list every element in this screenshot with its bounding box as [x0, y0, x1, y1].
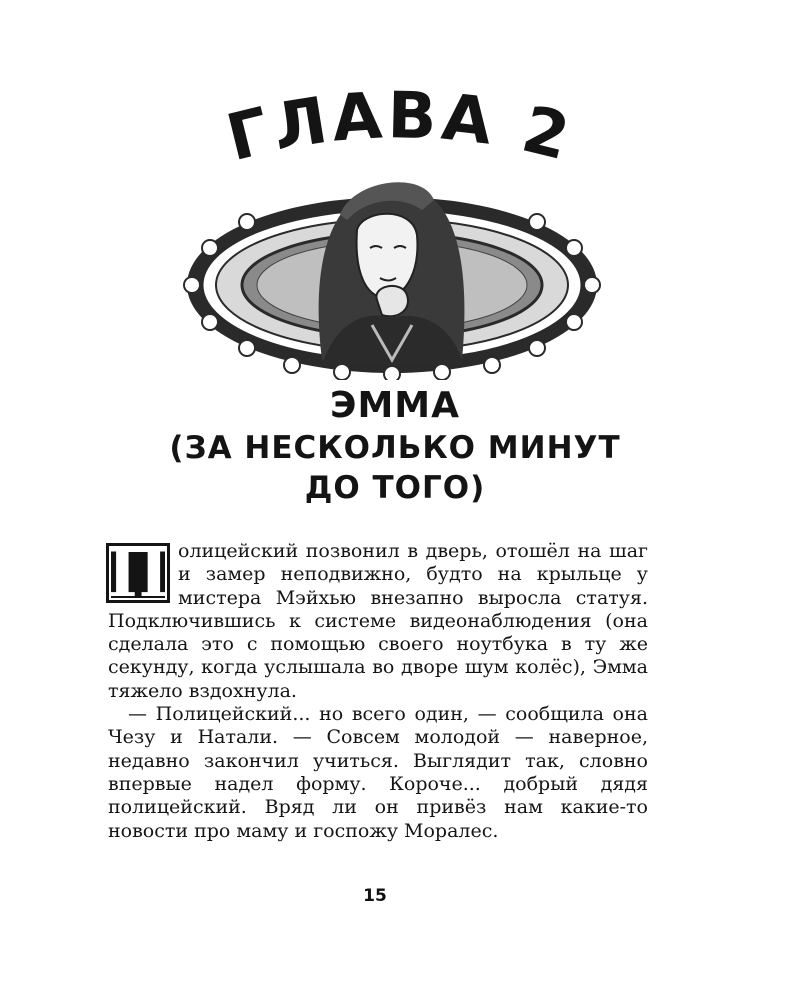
page-number: 15	[363, 886, 387, 906]
subtitle-line-2: (ЗА НЕСКОЛЬКО МИНУТ	[169, 430, 621, 466]
chapter-title-text: ГЛАВА 2	[219, 80, 580, 177]
emma-portrait-illustration	[172, 160, 612, 380]
drop-cap: П	[106, 534, 170, 612]
paragraph-1	[106, 534, 648, 703]
paragraph-2: — Полицейский... но всего один, — сообщила она Чезу и Натали. — Совсем молодой — наверное, недавно закончил учиться. Выглядит так, словно впервые надел форму. Короче... добрый дядя полицейский. Вряд ли он привёз нам какие-то новости про маму и госпожу Моралес.	[108, 703, 648, 842]
subtitle-line-3: ДО ТОГО)	[304, 470, 486, 506]
body-text	[106, 534, 648, 843]
paragraph-1-text: олицейский позвонил в дверь, отошёл на шаг и замер неподвижно, будто на крыльце у мистера Мэйхью внезапно выросла статуя. Подключившись к системе видеонаблюдения (она сделала это с помощью своего ноутбука в ту же секунду, когда услышала во дворе шум колёс), Эмма тяжело вздохнула.	[108, 540, 648, 702]
subtitle-line-1: ЭММА	[330, 385, 460, 426]
chapter-subtitle	[100, 386, 690, 508]
